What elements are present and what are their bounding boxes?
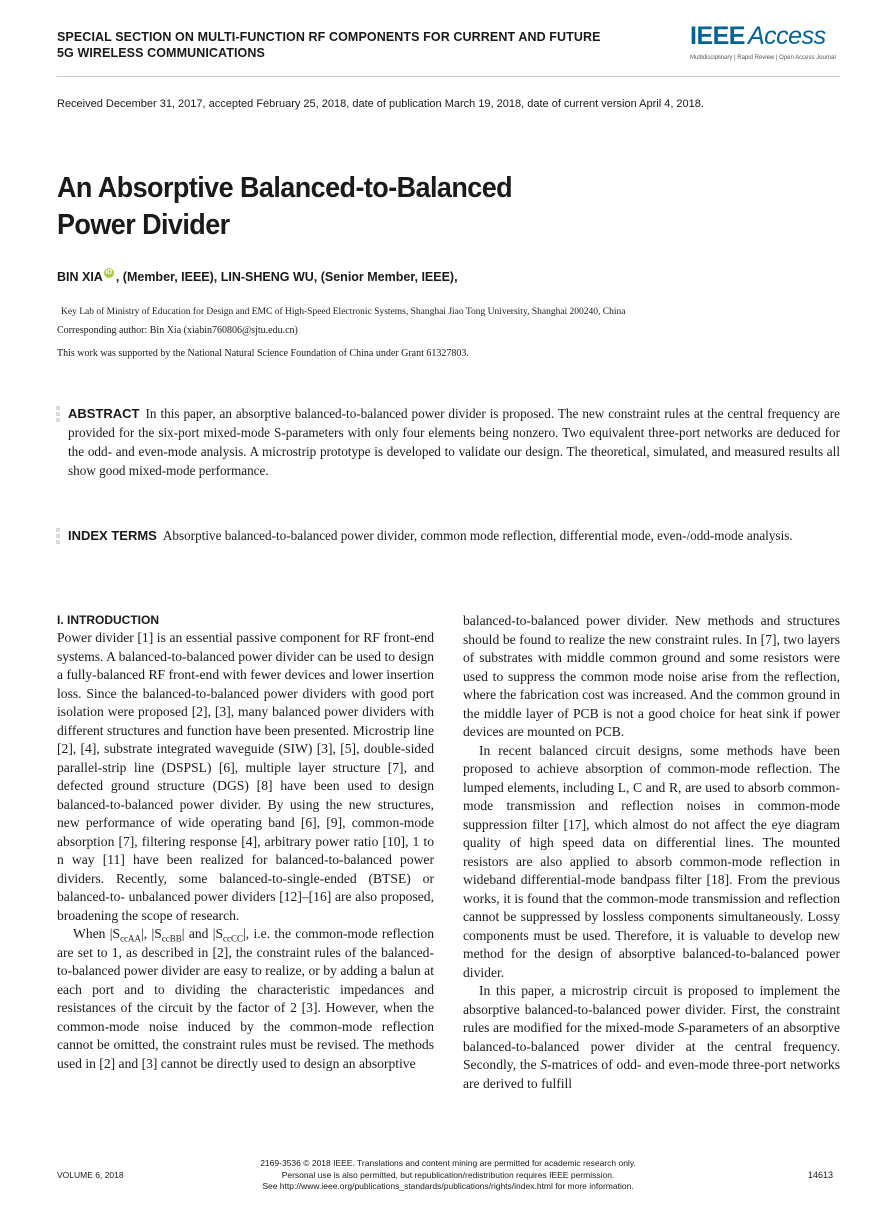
intro-paragraph-5: In this paper, a microstrip circuit is proposed to implement the absorptive balanced-to-balanced power divider. First, the constraint rules are modified for the mixed-mode S-parameters of an absorptive balanced-to-balanced power divider at the central frequency. Secondly, the S-matrices of odd- and even-mode three-port networks are derived to fulfill (463, 983, 840, 1091)
logo-ieee-text: IEEE (690, 22, 745, 50)
footer-page-number: 14613 (808, 1170, 834, 1180)
intro-paragraph-4: In recent balanced circuit designs, some methods have been proposed to achieve absorption of common-mode reflection. The lumped elements, including L, C and R, are used to absorb common-mode transmission and reflection noises in common-mode suppression filter [17], which almost do not affect the eye diagram quality of high speed data on differential lines. The mounted resistors are also applied to absorb common-mode reflection in wideband differential-mode bandpass filter [18]. From the previous works, it is found that the common-mode transmission and reflection cannot be suppressed by lossless components simultaneously. Lossy components must be used. Therefore, it is valuable to develop new method for the design of absorptive balanced-to-balanced power divider. (463, 742, 840, 980)
title-line-2: Power Divider (57, 209, 230, 241)
funding-note: This work was supported by the National Natural Science Foundation of China under Grant 61327803. (57, 348, 469, 359)
authors-line (57, 270, 458, 284)
right-column (463, 612, 840, 1093)
logo-access-text: Access (747, 22, 826, 50)
section-header-line2: 5G WIRELESS COMMUNICATIONS (57, 46, 265, 60)
logo-tagline: Multidisciplinary | Rapid Review | Open Access Journal (690, 55, 836, 61)
index-terms-text: Absorptive balanced-to-balanced power divider, common mode reflection, differential mode, even-/odd-mode analysis. (162, 528, 793, 543)
affiliation: Key Lab of Ministry of Education for Design and EMC of High-Speed Electronic Systems, Shanghai Jiao Tong University, Shanghai 200240, China (61, 307, 626, 317)
abstract-marker (56, 406, 60, 424)
title-line-1: An Absorptive Balanced-to-Balanced (57, 172, 513, 204)
footer-line-1: 2169-3536 © 2018 IEEE. Translations and content mining are permitted for academic research only. (260, 1158, 636, 1168)
index-terms-marker (56, 528, 60, 546)
corresponding-author: Corresponding author: Bin Xia (xiabin760806@sjtu.edu.cn) (57, 325, 298, 336)
footer-copyright (150, 1158, 746, 1193)
ieee-access-logo (690, 22, 840, 68)
index-terms-block (57, 526, 840, 545)
section-header-line1: SPECIAL SECTION ON MULTI-FUNCTION RF COMPONENTS FOR CURRENT AND FUTURE (57, 30, 601, 44)
left-column (57, 612, 434, 1073)
index-terms-label: INDEX TERMS (68, 528, 157, 543)
intro-paragraph-2: When $|S_{ccAA}|$, $|S_{ccBB}|$ and $|S_{ccCC}|$, i.e. the common-mode reflection are set to 1, as described in [2], the constraint rules of the balanced-to-balanced power divider are easy to realize, or by adding a balun at each port and to dividing the characteristic impedances and resistances of the circuit by the factor of 2 [3]. However, when the common-mode noise induced by the common-mode reflection cannot be omitted, the constraint rules must be revised. The methods used in [2] and [3] cannot be directly used to design an absorptive (57, 926, 435, 1071)
footer-line-3[interactable]: See http://www.ieee.org/publications_standards/publications/rights/index.html for more information. (262, 1181, 634, 1191)
publication-dates: Received December 31, 2017, accepted February 25, 2018, date of publication March 19, 2018, date of current version April 4, 2018. (57, 98, 704, 110)
introduction-heading: I. INTRODUCTION (57, 613, 159, 627)
abstract-label: ABSTRACT (68, 406, 140, 421)
intro-paragraph-3: balanced-to-balanced power divider. New methods and structures should be found to realize the new constraint rules. In [7], two layers of substrates with middle common ground and some resistors were used to suppress the common mode noise arise from the reflection, where the fabrication cost was increased. And the common ground in the middle layer of PCB is not a good choice for heat sink if power devices are mounted on PCB. (463, 613, 840, 739)
paper-title (57, 170, 708, 244)
abstract-text: In this paper, an absorptive balanced-to-balanced power divider is proposed. The new constraint rules at the central frequency are provided for the six-port mixed-mode S-parameters with only four elements being nonzero. Two equivalent three-port networks are deduced for the odd- and even-mode analysis. A microstrip prototype is developed to validate our design. The theoretical, simulated, and measured results all show good mixed-mode performance. (68, 406, 840, 478)
orcid-icon[interactable]: iD (105, 269, 113, 276)
intro-paragraph-1: Power divider [1] is an essential passive component for RF front-end systems. A balanced-to-balanced power divider can be used to design a fully-balanced RF front-end with fewer devices and lower insertion loss. Since the balanced-to-balanced power dividers with good port isolation were proposed [2], [3], many balanced power dividers with different structures and function have been presented. Microstrip line [2], [4], substrate integrated waveguide (SIW) [3], [5], double-sided parallel-strip line (DSPSL) [6], multiple layer structure [7], and defected ground structure (DGS) [8] have been used to design balanced-to-balanced power divider. By using the new structures, new performance of wide operating band [6], [9], common-mode absorption [7], filtering response [4], arbitrary power ratio [10], 1 to n way [11] have been realized for balanced-to-balanced power dividers. Recently, some balanced-to-single-ended (BTSE) or balanced-to- unbalanced power dividers [12]–[16] are also proposed, broadening the scope of research. (57, 630, 434, 923)
authors-rest: , (Member, IEEE), LIN-SHENG WU, (Senior Member, IEEE), (115, 270, 458, 284)
section-header (57, 29, 657, 61)
abstract-block (57, 404, 840, 480)
author-name-1: BIN XIA (57, 270, 103, 284)
header-divider (57, 76, 840, 77)
footer-line-2: Personal use is also permitted, but republication/redistribution requires IEEE permission. (281, 1169, 615, 1180)
footer-volume: VOLUME 6, 2018 (57, 1170, 124, 1180)
